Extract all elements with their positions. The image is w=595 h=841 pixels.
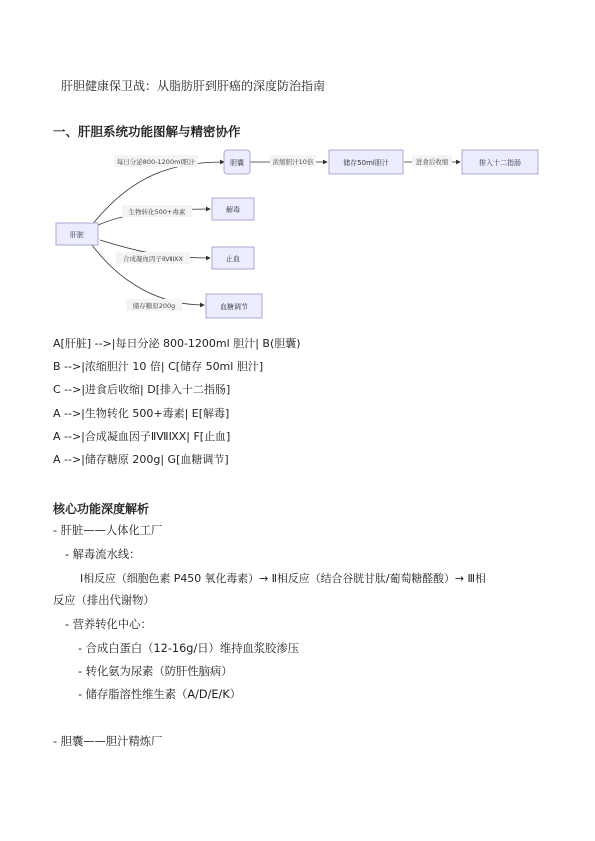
svg-text:储存50ml胆汁: 储存50ml胆汁 xyxy=(343,159,389,167)
edge-label-af: 合成凝血因子ⅡⅦⅨⅩ xyxy=(123,255,183,263)
edge-label-ae: 生物转化500+毒素 xyxy=(128,208,186,216)
list-item-vitamins: - 储存脂溶性维生素（A/D/E/K） xyxy=(78,688,242,701)
svg-text:肝脏: 肝脏 xyxy=(70,231,84,239)
code-line: A -->|储存糖原 200g| G[血糖调节] xyxy=(53,453,229,466)
detox-description-line-1: Ⅰ相反应（细胞色素 P450 氧化毒素）→ Ⅱ相反应（结合谷胱甘肽/葡萄糖醛酸）→ Ⅲ相 xyxy=(80,572,486,585)
section-heading-1: 一、肝胆系统功能图解与精密协作 xyxy=(53,124,241,139)
node-g-glucose xyxy=(206,294,262,318)
section-heading-2: 核心功能深度解析 xyxy=(53,502,150,516)
node-b-gallbladder xyxy=(224,150,250,174)
node-e-detox xyxy=(212,198,254,220)
list-item-gallbladder: - 胆囊——胆汁精炼厂 xyxy=(53,735,163,748)
node-a-liver xyxy=(56,223,98,245)
list-item-nutrition: - 营养转化中心： xyxy=(65,618,152,631)
node-f-hemostasis xyxy=(212,247,254,269)
svg-text:胆囊: 胆囊 xyxy=(230,159,244,167)
list-item-liver: - 肝脏——人体化工厂 xyxy=(53,524,163,537)
document-title: 肝胆健康保卫战：从脂肪肝到肝癌的深度防治指南 xyxy=(61,79,326,93)
edge-label-cd: 进食后收缩 xyxy=(415,158,449,166)
code-line: A -->|生物转化 500+毒素| E[解毒] xyxy=(53,407,230,420)
svg-text:止血: 止血 xyxy=(226,255,240,263)
list-item-albumin: - 合成白蛋白（12-16g/日）维持血浆胶渗压 xyxy=(78,642,299,655)
node-c-store-bile xyxy=(329,150,403,174)
edge-label-ab: 每日分泌800-1200ml胆汁 xyxy=(116,158,196,166)
list-item-urea: - 转化氨为尿素（防肝性脑病） xyxy=(78,665,233,678)
svg-text:解毒: 解毒 xyxy=(226,206,240,214)
list-item-detox: - 解毒流水线： xyxy=(65,548,141,561)
svg-text:血糖调节: 血糖调节 xyxy=(220,303,248,311)
node-d-duodenum xyxy=(462,150,538,174)
code-line: B -->|浓缩胆汁 10 倍| C[储存 50ml 胆汁] xyxy=(53,360,264,373)
liver-gallbladder-flowchart xyxy=(52,145,552,327)
code-line: A[肝脏] -->|每日分泌 800-1200ml 胆汁| B(胆囊) xyxy=(53,337,301,350)
code-line: C -->|进食后收缩| D[排入十二指肠] xyxy=(53,383,231,396)
svg-text:排入十二指肠: 排入十二指肠 xyxy=(479,159,521,167)
edge-label-bc: 浓缩胆汁10倍 xyxy=(272,158,314,166)
edge-label-ag: 储存糖原200g xyxy=(132,302,176,310)
flowchart-svg xyxy=(52,145,552,327)
code-line: A -->|合成凝血因子ⅡⅦⅨⅩ| F[止血] xyxy=(53,430,231,443)
detox-description-line-2: 反应（排出代谢物） xyxy=(53,594,155,607)
